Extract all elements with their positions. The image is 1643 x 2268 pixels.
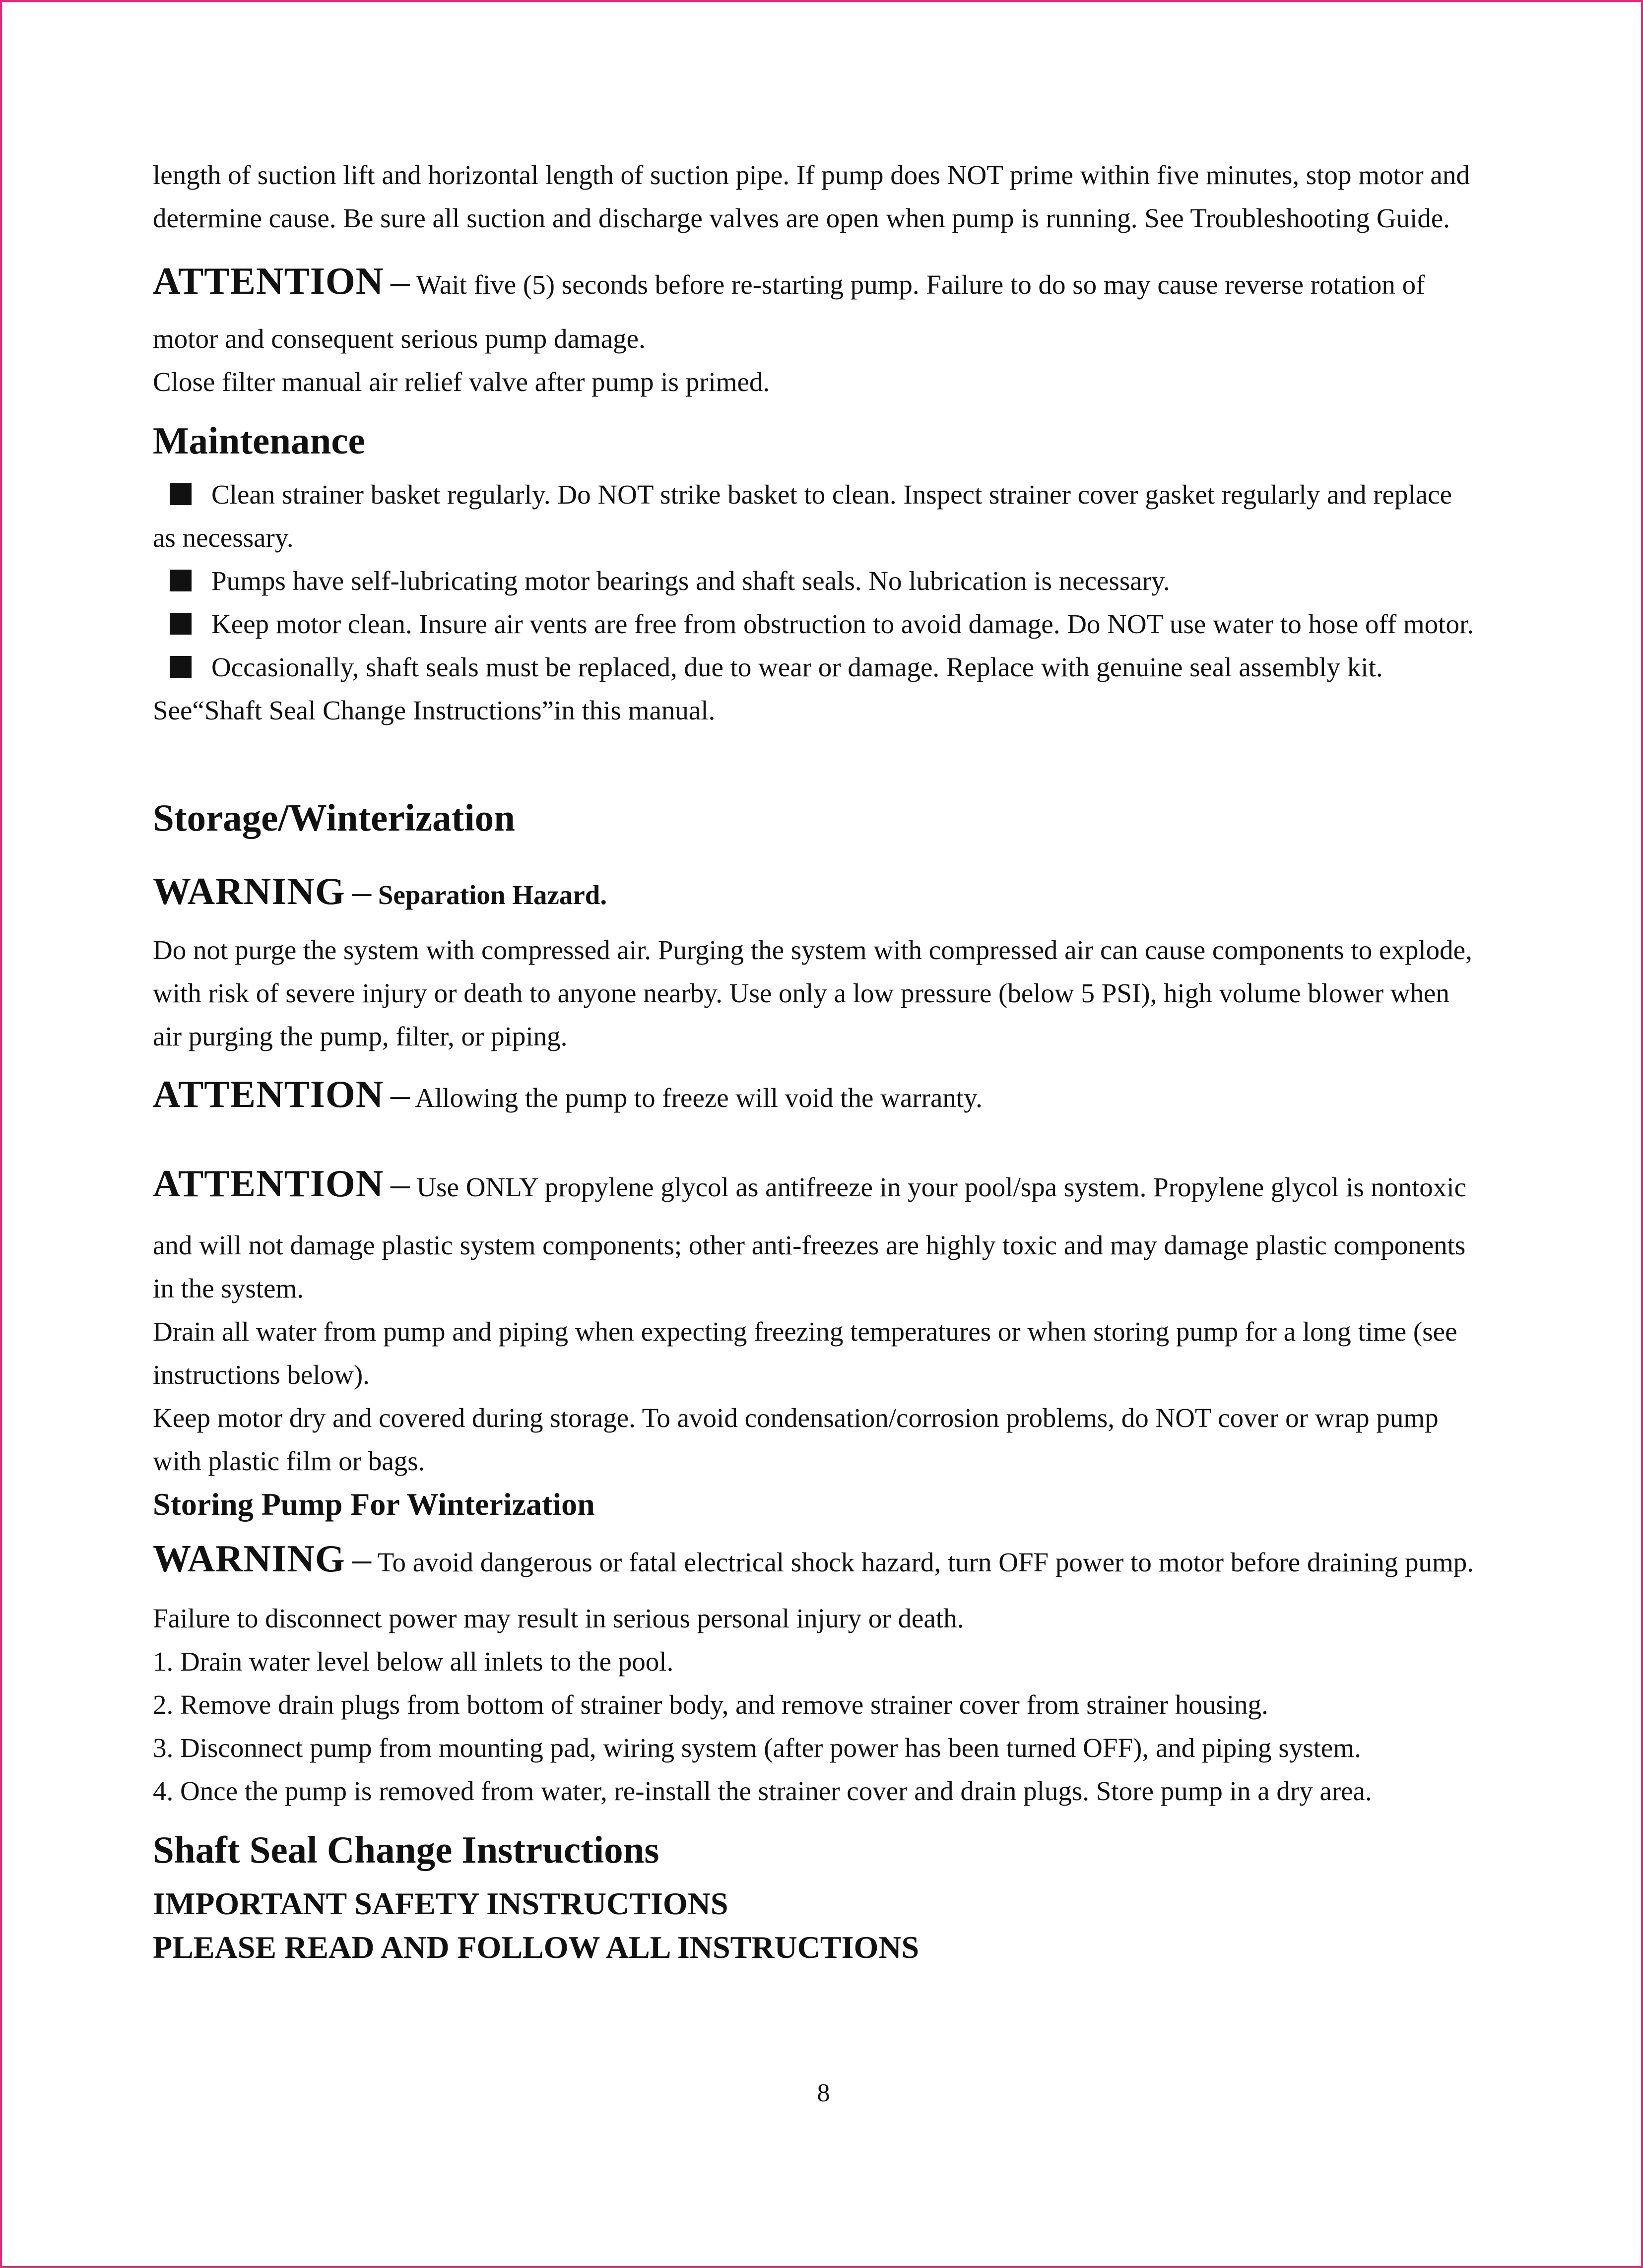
warning-label: WARNING <box>153 870 345 912</box>
attention-label: ATTENTION <box>153 259 384 302</box>
intro-line-1: length of suction lift and horizontal length of suction pipe. If pump does NOT prime within five minutes, stop motor and <box>153 160 1470 190</box>
attention-restart-text: Wait five (5) seconds before re-starting pump. Failure to do so may cause reverse rotation of <box>416 269 1425 300</box>
warning-separation-hazard <box>153 870 1508 916</box>
warning-dash: – <box>352 1537 372 1580</box>
storage-heading: Storage/Winterization <box>153 796 515 839</box>
important-safety-instructions: IMPORTANT SAFETY INSTRUCTIONS <box>153 1886 728 1921</box>
maintenance-bullet-1 <box>153 473 1508 516</box>
maintenance-bullet-4 <box>153 646 1508 689</box>
keep-dry-text-1: Keep motor dry and covered during storage. To avoid condensation/corrosion problems, do NOT cover or wrap pump <box>153 1403 1439 1433</box>
warning-electrical-text: To avoid dangerous or fatal electrical shock hazard, turn OFF power to motor before draining pump. <box>377 1547 1474 1577</box>
winterization-heading: Storing Pump For Winterization <box>153 1487 595 1522</box>
drain-water-text-2: instructions below). <box>153 1360 370 1390</box>
see-shaft-seal-note: See“Shaft Seal Change Instructions”in this manual. <box>153 695 716 725</box>
warning-separation-text-3: air purging the pump, filter, or piping. <box>153 1021 568 1051</box>
read-follow-instructions: PLEASE READ AND FOLLOW ALL INSTRUCTIONS <box>153 1930 920 1965</box>
attention-glycol-continued-1: and will not damage plastic system components; other anti-freezes are highly toxic and may damage plastic components <box>153 1230 1466 1260</box>
close-valve-text: Close filter manual air relief valve after pump is primed. <box>153 367 770 397</box>
maintenance-bullet-3 <box>153 602 1508 646</box>
square-bullet-icon <box>170 570 192 591</box>
bullet-1-continued: as necessary. <box>153 522 294 553</box>
maintenance-bullet-2 <box>153 559 1508 602</box>
attention-dash: – <box>391 1162 410 1205</box>
winterization-step-2: 2. Remove drain plugs from bottom of strainer body, and remove strainer cover from strainer housing. <box>153 1689 1268 1720</box>
maintenance-heading: Maintenance <box>153 419 365 462</box>
warning-separation-text-1: Do not purge the system with compressed air. Purging the system with compressed air can cause components to explode, <box>153 935 1472 965</box>
bullet-2-text: Pumps have self-lubricating motor bearings and shaft seals. No lubrication is necessary. <box>211 566 1170 596</box>
warning-electrical-continued: Failure to disconnect power may result in serious personal injury or death. <box>153 1603 964 1633</box>
winterization-step-3: 3. Disconnect pump from mounting pad, wiring system (after power has been turned OFF), and piping system. <box>153 1733 1361 1763</box>
warning-separation-text-2: with risk of severe injury or death to anyone nearby. Use only a low pressure (below 5 PSI), high volume blower when <box>153 978 1449 1008</box>
intro-line-2: determine cause. Be sure all suction and discharge valves are open when pump is running. See Troubleshooting Guide. <box>153 203 1450 233</box>
attention-freeze-notice <box>153 1073 1508 1119</box>
square-bullet-icon <box>170 613 192 635</box>
warning-dash: – <box>352 870 372 912</box>
warning-separation-subtitle: Separation Hazard. <box>378 880 607 910</box>
bullet-3-text: Keep motor clean. Insure air vents are free from obstruction to avoid damage. Do NOT use water to hose off motor. <box>211 609 1474 639</box>
attention-label: ATTENTION <box>153 1073 384 1115</box>
square-bullet-icon <box>170 483 192 505</box>
attention-freeze-text: Allowing the pump to freeze will void the warranty. <box>415 1083 983 1113</box>
attention-dash: – <box>391 259 410 302</box>
page-number: 8 <box>817 2079 830 2107</box>
warning-electrical-shock <box>153 1537 1508 1584</box>
square-bullet-icon <box>170 656 192 678</box>
warning-label: WARNING <box>153 1537 345 1580</box>
winterization-step-4: 4. Once the pump is removed from water, re-install the strainer cover and drain plugs. Store pump in a dry area. <box>153 1776 1372 1806</box>
attention-dash: – <box>391 1073 410 1115</box>
shaft-seal-heading: Shaft Seal Change Instructions <box>153 1828 659 1871</box>
attention-label: ATTENTION <box>153 1162 384 1205</box>
keep-dry-text-2: with plastic film or bags. <box>153 1446 425 1476</box>
attention-glycol-text: Use ONLY propylene glycol as antifreeze in your pool/spa system. Propylene glycol is nontoxic <box>416 1172 1466 1202</box>
attention-restart-notice <box>153 259 1508 306</box>
attention-glycol-continued-2: in the system. <box>153 1273 304 1303</box>
winterization-step-1: 1. Drain water level below all inlets to the pool. <box>153 1646 674 1677</box>
attention-glycol-notice <box>153 1162 1508 1209</box>
bullet-4-text: Occasionally, shaft seals must be replaced, due to wear or damage. Replace with genuine seal assembly kit. <box>211 652 1383 682</box>
bullet-1-text: Clean strainer basket regularly. Do NOT strike basket to clean. Inspect strainer cover gasket regularly and replace <box>211 479 1452 510</box>
page-content <box>153 153 1508 1969</box>
drain-water-text-1: Drain all water from pump and piping when expecting freezing temperatures or when storing pump for a long time (see <box>153 1316 1457 1347</box>
attention-restart-continued: motor and consequent serious pump damage. <box>153 324 646 354</box>
